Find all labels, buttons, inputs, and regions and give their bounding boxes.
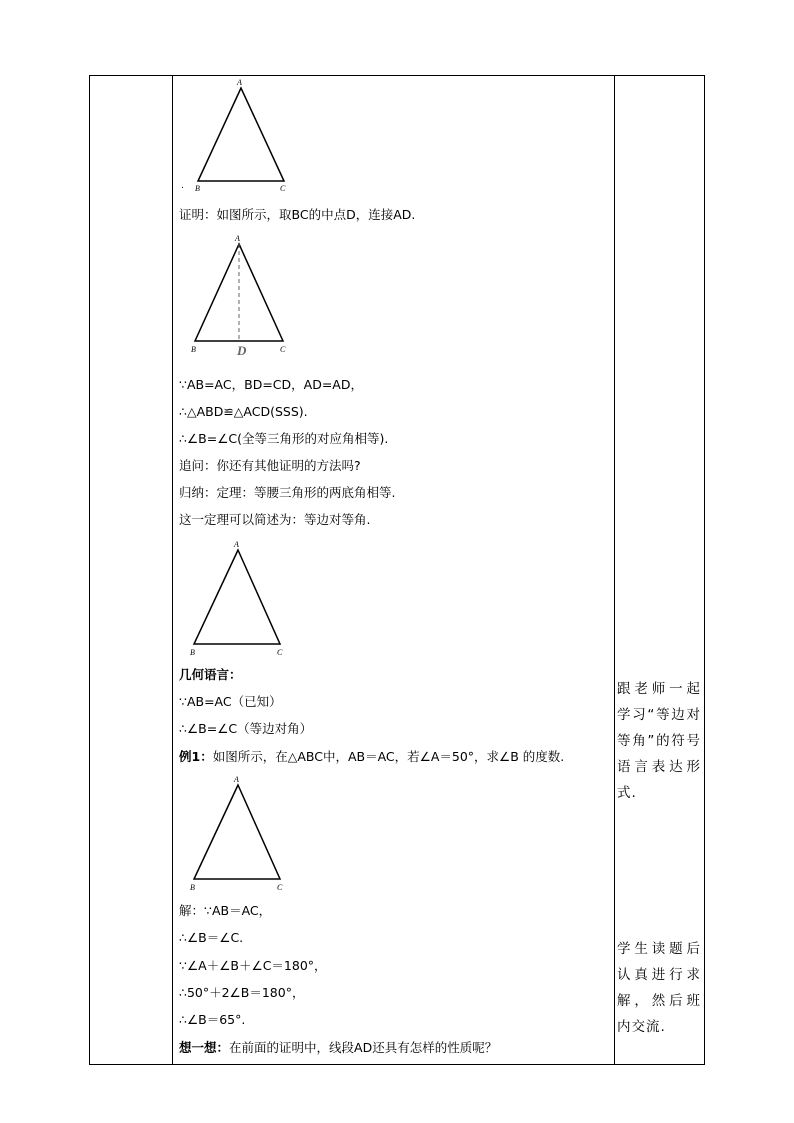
theorem-abbrev: 这一定理可以简述为：等边对等角. bbox=[179, 512, 371, 527]
example-1 bbox=[179, 748, 564, 766]
vertex-label-b: B bbox=[190, 648, 195, 657]
geometry-language-heading: 几何语言： bbox=[179, 667, 242, 682]
column-divider-right bbox=[614, 76, 615, 1064]
vertex-label-a: A bbox=[237, 78, 242, 87]
example-1-text: 如图所示，在△ABC中，AB＝AC，若∠A＝50°，求∠B 的度数. bbox=[212, 749, 565, 764]
solution-step-3: ∵∠A＋∠B＋∠C＝180°， bbox=[179, 958, 327, 973]
solution-step-2: ∴∠B＝∠C. bbox=[179, 930, 244, 945]
example-1-label: 例1： bbox=[179, 749, 213, 764]
proof-because-1: ∵AB=AC，BD=CD，AD=AD， bbox=[179, 377, 363, 392]
vertex-label-b: B bbox=[195, 184, 200, 193]
geometry-therefore: ∴∠B=∠C（等边对角） bbox=[179, 721, 313, 736]
proof-therefore-2: ∴∠B=∠C(全等三角形的对应角相等). bbox=[179, 431, 389, 446]
midpoint-label-d: D bbox=[237, 343, 247, 358]
followup-question: 追问：你还有其他证明的方法吗? bbox=[179, 458, 361, 473]
vertex-label-a: A bbox=[235, 234, 240, 243]
column-divider-left bbox=[172, 76, 173, 1064]
triangle-figure-1 bbox=[180, 78, 300, 193]
solution-step-5: ∴∠B＝65°. bbox=[179, 1012, 246, 1027]
vertex-label-a: A bbox=[234, 540, 239, 549]
proof-intro: 证明：如图所示，取BC的中点D，连接AD. bbox=[179, 207, 416, 222]
vertex-label-a: A bbox=[234, 775, 239, 784]
think-label: 想一想： bbox=[179, 1040, 230, 1055]
vertex-label-c: C bbox=[280, 184, 286, 193]
triangle-figure-2-median bbox=[180, 234, 300, 359]
proof-therefore-1: ∴△ABD≌△ACD(SSS). bbox=[179, 404, 308, 419]
side-note-symbol-language: 跟老师一起学习“等边对等角”的符号语言表达形式. bbox=[617, 681, 701, 801]
vertex-label-c: C bbox=[280, 345, 286, 354]
side-note-student-solve: 学生读题后认真进行求解，然后班内交流. bbox=[617, 941, 701, 1035]
solution-step-1: 解：∵AB＝AC， bbox=[179, 903, 272, 918]
vertex-label-c: C bbox=[277, 883, 283, 892]
vertex-label-b: B bbox=[190, 883, 195, 892]
triangle-figure-3 bbox=[180, 540, 300, 658]
think-text: 在前面的证明中，线段AD还具有怎样的性质呢？ bbox=[229, 1040, 498, 1055]
summary-theorem: 归纳：定理：等腰三角形的两底角相等. bbox=[179, 485, 396, 500]
solution-step-4: ∴50°＋2∠B＝180°， bbox=[179, 985, 305, 1000]
triangle-figure-4 bbox=[180, 774, 300, 894]
vertex-label-c: C bbox=[277, 648, 283, 657]
geometry-because: ∵AB=AC（已知） bbox=[179, 694, 282, 709]
figure-dot: . bbox=[181, 181, 184, 191]
think-question bbox=[179, 1039, 497, 1057]
vertex-label-b: B bbox=[191, 345, 196, 354]
